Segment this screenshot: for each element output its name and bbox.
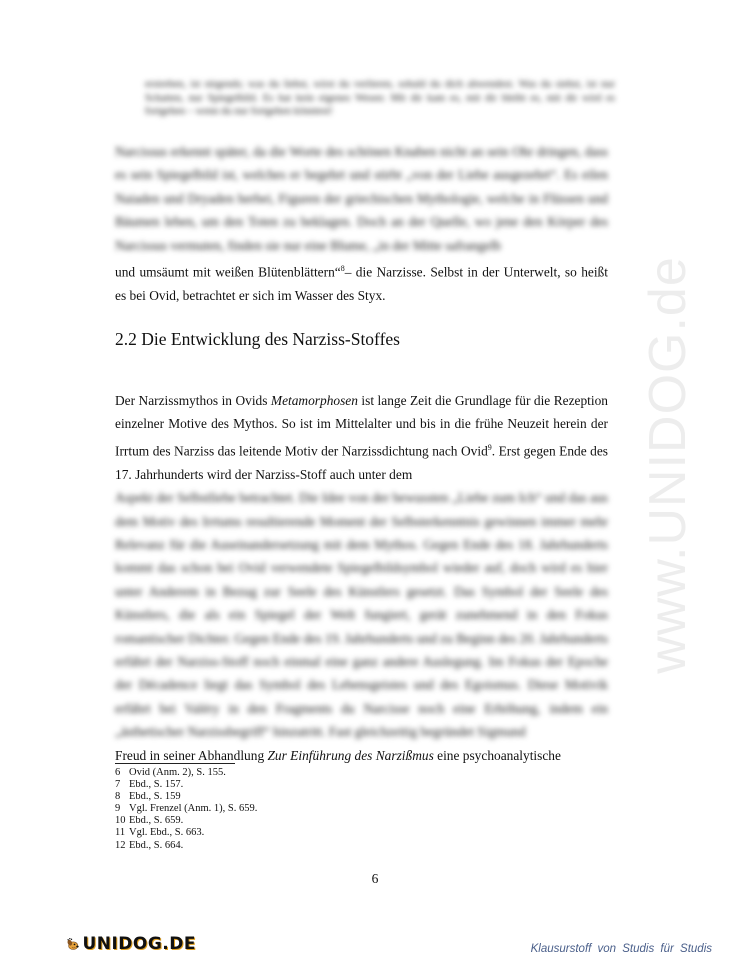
- paragraph-1-visible: [115, 257, 608, 307]
- paragraph-2-last-a: Freud in seiner Abhandlung: [115, 747, 268, 763]
- footnote-number: 10: [115, 815, 126, 827]
- dog-mascot-icon: [66, 928, 80, 960]
- section-heading: 2.2 Die Entwicklung des Narziss-Stoffes: [115, 329, 400, 349]
- footnote-number: 11: [115, 827, 126, 839]
- title-metamorphosen: Metamorphosen: [270, 393, 358, 408]
- footnote-text: Ebd., S. 159: [129, 791, 181, 803]
- footnote-ref-9: 9: [487, 442, 492, 452]
- unidog-logo[interactable]: [66, 928, 196, 960]
- watermark: [628, 255, 708, 675]
- paragraph-1-blurred: Narcissus erkennt später, da die Worte des schönen Knaben nicht an sein Ohr dringen, dass es sein Spiegelbild ist, welches er begehrt und stirbt „von der Liebe ausgezehrt“. Es eilen Naiaden und Dryaden herbei, Figuren der griechischen Mythologie, welche in Flüssen und Bäumen leben, um den Toten zu beklagen. Doch an der Quelle, wo jene den Körper des Narcissus vermuten, finden sie nur eine Blume, „in der Mitte safrangelb: [115, 144, 608, 253]
- footnote-number: 12: [115, 839, 126, 851]
- footnote: [115, 840, 257, 852]
- quote-text: erstreben, ist nirgends; was du liebst, wirst du verlieren, sobald du dich abwendest. Was du siehst, ist nur Schatten, nur Spiegelbild. Es hat kein eigenes Wesen: Mit dir kam es, mit dir bleibt es, mit dir wird es fortgehen – wenn du nur fortgehen könntest!: [145, 79, 615, 117]
- footnote: [115, 767, 257, 779]
- paragraph-2-part-a: Der Narzissmythos in Ovids: [115, 393, 271, 408]
- paragraph-1: [115, 140, 608, 307]
- footnote: [115, 779, 257, 791]
- watermark-text: www.UNIDOG.de: [639, 256, 697, 674]
- paragraph-2-last-b: eine psychoanalytische: [433, 747, 561, 763]
- paragraph-2-part-b: ist lange Zeit die Grundlage für die Rezeption einzelner Motive des Mythos. So ist im Mittelalter und bis in die frühe Neuzeit herein der Irrtum des Narziss das leitende Motiv der Narzissdichtung nach Ovid: [115, 393, 608, 459]
- paragraph-1-line1: und umsäumt mit weißen Blütenblättern“: [115, 264, 341, 280]
- footnote-divider: [115, 763, 235, 764]
- title-zur-einfuehrung: Zur Einführung des Narzißmus: [267, 747, 434, 763]
- footnote-text: Vgl. Ebd., S. 663.: [129, 827, 205, 839]
- footnotes: [115, 767, 257, 852]
- footer-tagline: Klausurstoff von Studis für Studis: [530, 943, 712, 955]
- footnote: [115, 803, 257, 815]
- paragraph-2: [115, 389, 608, 767]
- footnote-text: Ebd., S. 664.: [129, 839, 184, 851]
- footnote: [115, 791, 257, 803]
- footnote-number: 6: [115, 767, 121, 778]
- logo-text: UNIDOG.DE: [82, 934, 196, 954]
- paragraph-1-line2: heißt es bei Ovid, betrachtet er sich im Wasser des Styx.: [115, 264, 608, 303]
- footnote-text: Ebd., S. 659.: [129, 815, 184, 827]
- footnote-text: Ebd., S. 157.: [129, 779, 184, 791]
- footnote-ref-8: 8: [340, 264, 345, 274]
- page-number: 6: [371, 871, 379, 886]
- footnote-number: 8: [115, 791, 121, 803]
- block-quote: [145, 78, 615, 119]
- footnote-text: Vgl. Frenzel (Anm. 1), S. 659.: [129, 803, 258, 815]
- footnote-number: 9: [115, 803, 121, 815]
- footnote-text: Ovid (Anm. 2), S. 155.: [129, 767, 226, 778]
- paragraph-2-visible: [115, 389, 608, 486]
- footnote: [115, 815, 257, 827]
- footnote: [115, 827, 257, 839]
- paragraph-2-blurred: Aspekt der Selbstliebe betrachtet. Die Idee von der bewussten „Liebe zum Ich“ und das aus dem Motiv des Irrtums resultierende Moment der Selbsterkenntnis gewinnen immer mehr Relevanz für die Auseinandersetzung mit dem Mythos. Gegen Ende des 18. Jahrhunderts kommt das schon bei Ovid verwendete Spiegelbildsymbol wieder auf, doch wird es hier unter Anderem in Bezug zur Seele des Künstlers gesetzt. Das Symbol der Seele des Künstlers, die als ein Spiegel der Welt fungiert, gerät zunehmend in den Fokus romantischer Dichter. Gegen Ende des 19. Jahrhunderts und zu Beginn des 20. Jahrhunderts erfährt der Narziss-Stoff noch einmal eine ganz andere Auslegung. Im Fokus der Epoche der Décadence liegt das Symbol des Lebensgeistes und des Egoismus. Diese Motivik erfährt bei Valéry in den Fragments du Narcisse noch eine Erhöhung, indem ein „ästhetischer Narzissbegriff“ hinzutritt. Fast gleichzeitig begründet Sigmund: [115, 490, 608, 740]
- footnote-number: 7: [115, 779, 121, 791]
- paragraph-2-part-c: . Erst gegen Ende des 17. Jahrhunderts wird der Narziss-Stoff auch unter dem: [115, 443, 608, 482]
- paragraph-1-line1-end: – die Narzisse. Selbst in der Unterwelt, so: [344, 264, 577, 280]
